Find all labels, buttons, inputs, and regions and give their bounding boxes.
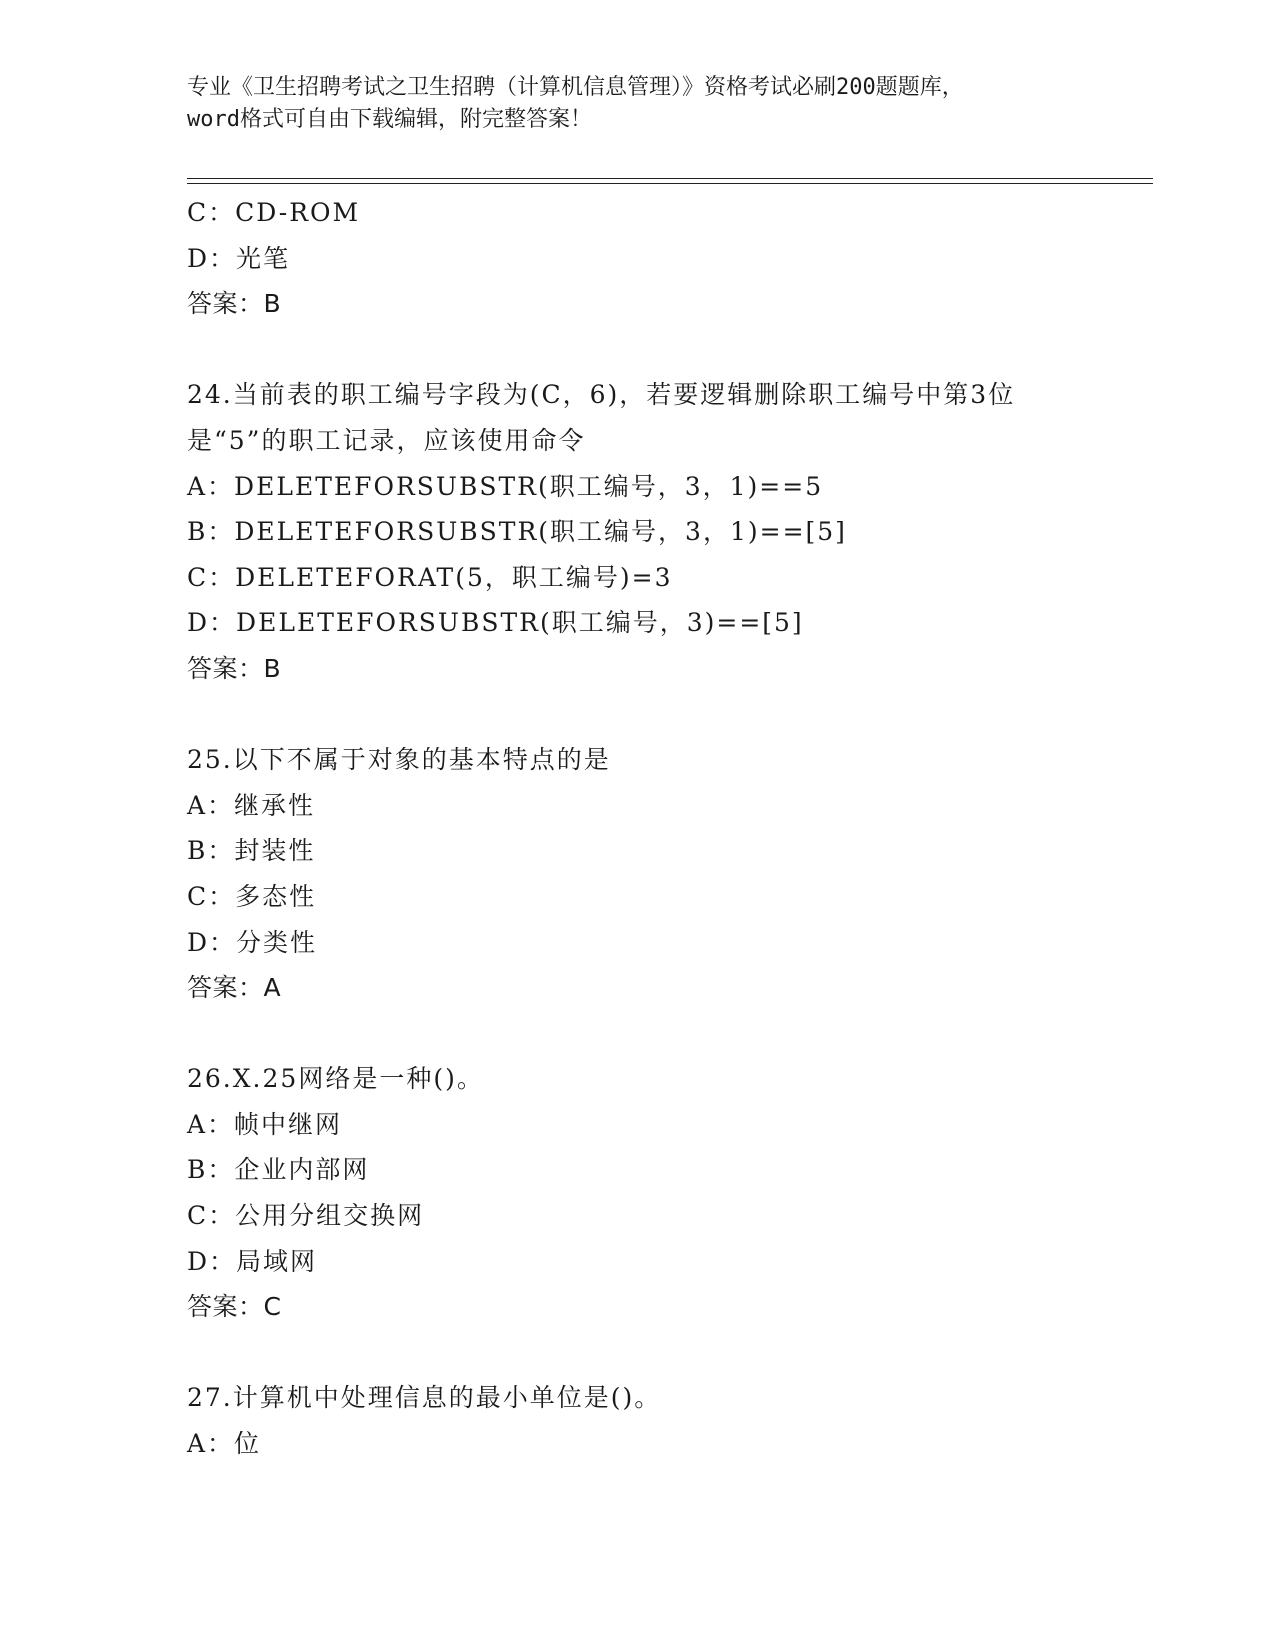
header-title-line-2: word格式可自由下载编辑，附完整答案！ bbox=[187, 107, 592, 132]
question-spacer bbox=[187, 1330, 1147, 1376]
question-stem: 26.X.25网络是一种()。 bbox=[187, 1064, 484, 1094]
question-27 bbox=[187, 1375, 1147, 1466]
header-title-line-1: 专业《卫生招聘考试之卫生招聘（计算机信息管理）》资格考试必刷200题题库， bbox=[187, 75, 964, 100]
option-c: C：公用分组交换网 bbox=[187, 1201, 425, 1231]
option-c: C：DELETEFORAT(5，职工编号)=3 bbox=[187, 562, 673, 592]
answer-text: 答案：A bbox=[187, 973, 282, 1003]
option-c: C：CD-ROM bbox=[187, 198, 361, 227]
question-spacer bbox=[187, 327, 1147, 373]
question-stem: 27.计算机中处理信息的最小单位是()。 bbox=[187, 1383, 662, 1413]
option-b: B：封装性 bbox=[187, 836, 316, 866]
answer-text: 答案：C bbox=[187, 1292, 282, 1322]
option-b: B：DELETEFORSUBSTR(职工编号，3，1)==[5] bbox=[187, 517, 847, 547]
question-stem-continued: 是“5”的职工记录，应该使用命令 bbox=[187, 425, 586, 455]
option-a: A：DELETEFORSUBSTR(职工编号，3，1)==5 bbox=[187, 471, 824, 501]
question-spacer bbox=[187, 1011, 1147, 1057]
option-b: B：企业内部网 bbox=[187, 1155, 370, 1185]
question-stem: 24.当前表的职工编号字段为(C，6)，若要逻辑删除职工编号中第3位 bbox=[187, 380, 1016, 410]
question-25 bbox=[187, 737, 1147, 1011]
header-rule-top bbox=[187, 178, 1153, 179]
option-d: D：分类性 bbox=[187, 927, 318, 957]
option-d: D：局域网 bbox=[187, 1246, 318, 1276]
option-a: A：帧中继网 bbox=[187, 1109, 343, 1139]
question-26 bbox=[187, 1056, 1147, 1330]
header-rule-bottom bbox=[187, 183, 1153, 184]
question-24 bbox=[187, 372, 1147, 691]
option-d: D：DELETEFORSUBSTR(职工编号，3)==[5] bbox=[187, 608, 804, 638]
option-a: A：位 bbox=[187, 1429, 262, 1459]
option-c: C：多态性 bbox=[187, 881, 317, 911]
page-header bbox=[187, 72, 1087, 136]
question-list bbox=[187, 190, 1147, 1467]
option-d: D：光笔 bbox=[187, 243, 291, 273]
question-spacer bbox=[187, 692, 1147, 738]
answer-text: 答案：B bbox=[187, 653, 282, 683]
question-23 bbox=[187, 190, 1147, 327]
option-a: A：继承性 bbox=[187, 790, 316, 820]
answer-text: 答案：B bbox=[187, 289, 282, 319]
question-stem: 25.以下不属于对象的基本特点的是 bbox=[187, 745, 611, 775]
